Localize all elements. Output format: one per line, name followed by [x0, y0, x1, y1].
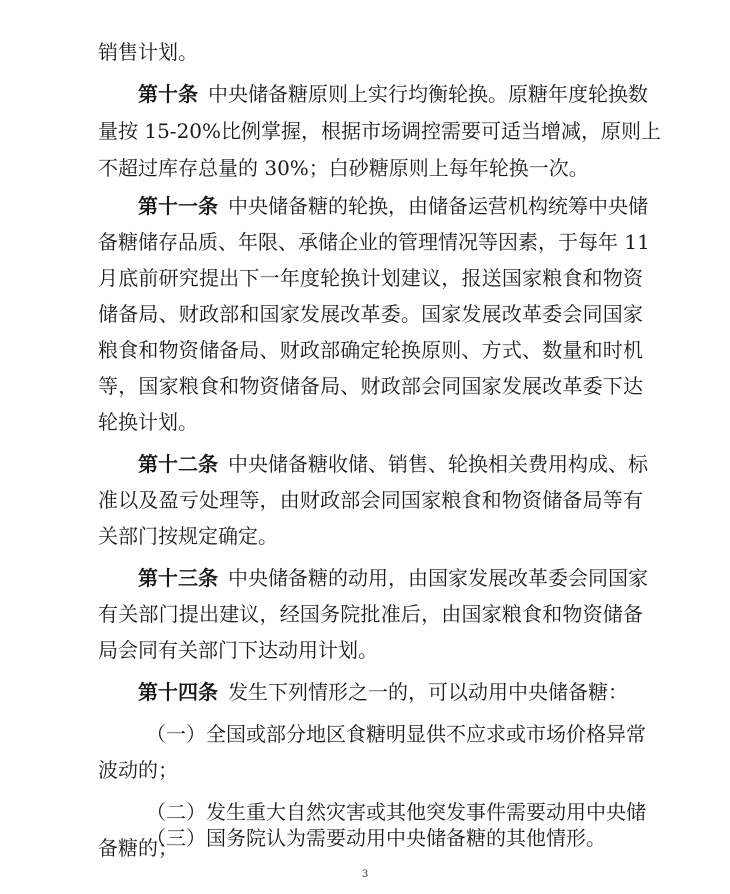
- text-line: [98, 260, 643, 296]
- article-number: 第十二条: [138, 452, 218, 476]
- text-line: [98, 404, 643, 440]
- article-11-heading-line: [138, 188, 648, 224]
- line-text: 轮换计划。: [98, 410, 198, 434]
- line-text: 备糖储存品质、年限、承储企业的管理情况等因素，于每年 11: [98, 230, 650, 254]
- line-text: 储备局、财政部和国家发展改革委。国家发展改革委会同国家: [98, 302, 643, 326]
- line-text: 中央储备糖的动用，由国家发展改革委会同国家: [228, 566, 648, 590]
- article-13-heading-line: [138, 560, 648, 596]
- text-line: [98, 332, 643, 368]
- list-item-line: [146, 820, 643, 856]
- text-line: [98, 596, 643, 632]
- line-text: 备糖的；: [98, 836, 178, 860]
- line-text: 不超过库存总量的 30%；白砂糖原则上每年轮换一次。: [98, 156, 589, 180]
- text-line: [98, 224, 650, 260]
- text-line: [98, 482, 643, 518]
- text-line: [98, 368, 643, 404]
- article-12-heading-line: [138, 446, 648, 482]
- text-line: [98, 34, 643, 70]
- text-line: [98, 752, 643, 788]
- line-text: 中央储备糖的轮换，由储备运营机构统筹中央储: [228, 194, 648, 218]
- line-text: 中央储备糖原则上实行均衡轮换。原糖年度轮换数: [208, 82, 648, 106]
- line-text: （三）国务院认为需要动用中央储备糖的其他情形。: [146, 826, 606, 850]
- list-item-line: [146, 716, 646, 752]
- text-line: [98, 518, 643, 554]
- line-text: 销售计划。: [98, 40, 198, 64]
- article-10-heading-line: [138, 76, 648, 112]
- article-number: 第十四条: [138, 680, 218, 704]
- line-text: 中央储备糖收储、销售、轮换相关费用构成、标: [228, 452, 648, 476]
- line-text: 波动的；: [98, 758, 178, 782]
- line-text: 关部门按规定确定。: [98, 524, 278, 548]
- line-text: 粮食和物资储备局、财政部确定轮换原则、方式、数量和时机: [98, 338, 643, 362]
- article-number: 第十三条: [138, 566, 218, 590]
- line-text: 有关部门提出建议，经国务院批准后，由国家粮食和物资储备: [98, 602, 643, 626]
- line-text: （一）全国或部分地区食糖明显供不应求或市场价格异常: [146, 722, 646, 746]
- text-line: [98, 632, 643, 668]
- line-text: 等，国家粮食和物资储备局、财政部会同国家发展改革委下达: [98, 374, 643, 398]
- article-14-heading-line: [138, 674, 643, 710]
- page-number: 3: [361, 869, 369, 880]
- line-text: 发生下列情形之一的，可以动用中央储备糖：: [228, 680, 628, 704]
- article-number: 第十条: [138, 82, 198, 106]
- text-line: [98, 113, 662, 149]
- line-text: 准以及盈亏处理等，由财政部会同国家粮食和物资储备局等有: [98, 488, 643, 512]
- line-text: （二）发生重大自然灾害或其他突发事件需要动用中央储: [146, 800, 646, 824]
- article-number: 第十一条: [138, 194, 218, 218]
- line-text: 局会同有关部门下达动用计划。: [98, 638, 378, 662]
- text-line: [98, 150, 643, 186]
- line-text: 月底前研究提出下一年度轮换计划建议，报送国家粮食和物资: [98, 266, 643, 290]
- line-text: 量按 15-20%比例掌握，根据市场调控需要可适当增减，原则上: [98, 119, 662, 143]
- text-line: [98, 296, 643, 332]
